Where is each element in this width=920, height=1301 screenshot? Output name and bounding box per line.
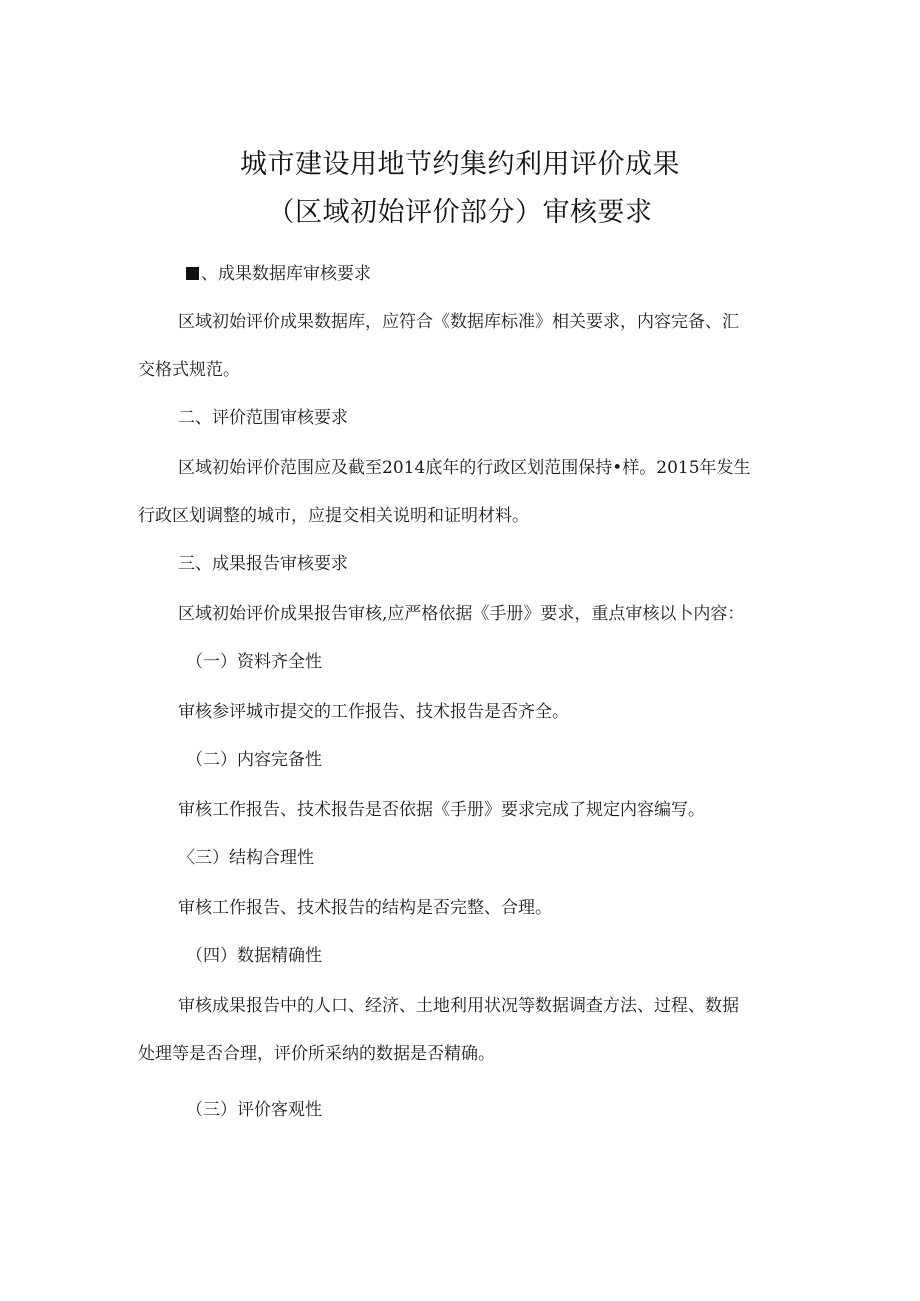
- subsection-4-paragraph-line-2: 处理等是否合理，评价所采纳的数据是否精确。: [138, 1044, 495, 1064]
- subsection-2-heading: （二）内容完备性: [186, 750, 322, 770]
- subsection-4-heading: （四）数据精确性: [186, 946, 322, 966]
- section-2-heading: 二、评价范围审核要求: [178, 408, 348, 428]
- subsection-3-paragraph: 审核工作报告、技术报告的结构是否完整、合理。: [178, 898, 552, 918]
- section-1-paragraph-line-1: 区域初始评价成果数据库，应符合《数据库标准》相关要求，内容完备、汇: [178, 312, 739, 332]
- section-1-heading: [186, 262, 371, 286]
- subsection-1-paragraph: 审核参评城市提交的工作报告、技术报告是否齐全。: [178, 702, 569, 722]
- section-1-heading-text: 、成果数据库审核要求: [201, 264, 371, 284]
- black-square-bullet-icon: [186, 267, 199, 280]
- subsection-4-paragraph-line-1: 审核成果报告中的人口、经济、土地利用状况等数据调查方法、过程、数据: [178, 996, 739, 1016]
- document-title-line-1: 城市建设用地节约集约利用评价成果: [240, 149, 680, 180]
- section-2-paragraph-line-1: 区域初始评价范围应及截至2014底年的行政区划范围保持•样。2015年发生: [178, 458, 751, 478]
- section-3-heading: 三、成果报告审核要求: [178, 554, 348, 574]
- subsection-1-heading: （一）资料齐全性: [186, 652, 322, 672]
- section-2-paragraph-line-2: 行政区划调整的城市，应提交相关说明和证明材料。: [138, 506, 529, 526]
- subsection-5-heading: （三）评价客观性: [186, 1100, 322, 1120]
- subsection-3-heading: 〈三）结构合理性: [178, 848, 314, 868]
- document-title-line-2: （区域初始评价部分）审核要求: [267, 197, 653, 228]
- subsection-2-paragraph: 审核工作报告、技术报告是否依据《手册》要求完成了规定内容编写。: [178, 800, 705, 820]
- section-3-paragraph: 区域初始评价成果报告审核,应严格依据《手册》要求，重点审核以卜内容：: [178, 604, 745, 624]
- section-1-paragraph-line-2: 交格式规范。: [138, 360, 240, 380]
